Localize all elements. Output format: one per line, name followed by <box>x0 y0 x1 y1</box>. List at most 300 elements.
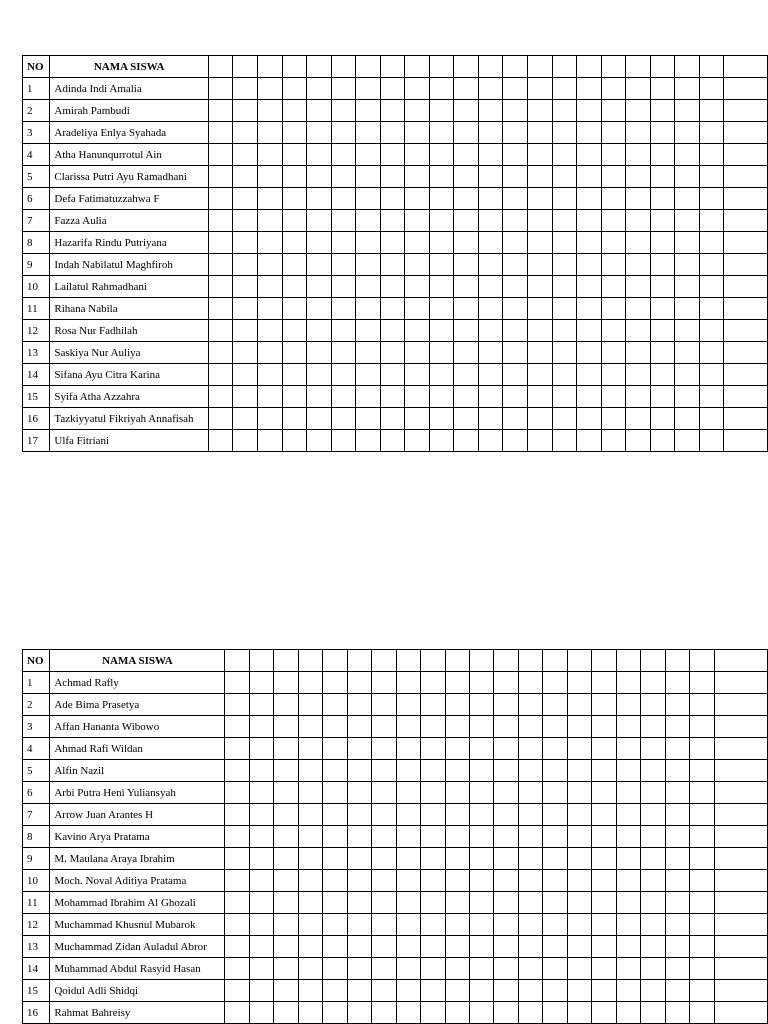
blank-cell <box>699 320 724 342</box>
blank-cell <box>208 342 233 364</box>
blank-cell <box>665 980 689 1002</box>
blank-cell <box>323 980 347 1002</box>
blank-cell <box>331 298 356 320</box>
blank-cell <box>233 408 258 430</box>
blank-cell <box>714 760 768 782</box>
blank-cell <box>421 1002 445 1024</box>
blank-cell <box>503 100 528 122</box>
blank-cell <box>429 122 454 144</box>
blank-cell <box>494 694 518 716</box>
blank-cell <box>527 210 552 232</box>
blank-cell <box>323 1002 347 1024</box>
blank-cell <box>380 122 405 144</box>
blank-cell <box>274 826 298 848</box>
blank-cell <box>233 78 258 100</box>
blank-cell <box>518 760 542 782</box>
blank-cell <box>665 826 689 848</box>
blank-cell <box>233 188 258 210</box>
blank-header-cell <box>282 56 307 78</box>
blank-cell <box>601 100 626 122</box>
blank-cell <box>429 320 454 342</box>
blank-cell <box>616 1002 640 1024</box>
blank-cell <box>233 364 258 386</box>
blank-cell <box>690 716 714 738</box>
blank-cell <box>380 408 405 430</box>
blank-cell <box>675 276 700 298</box>
blank-cell <box>690 782 714 804</box>
blank-cell <box>396 716 420 738</box>
blank-cell <box>331 122 356 144</box>
blank-cell <box>494 980 518 1002</box>
blank-cell <box>650 122 675 144</box>
blank-cell <box>503 232 528 254</box>
blank-cell <box>208 100 233 122</box>
blank-cell <box>233 144 258 166</box>
blank-cell <box>454 210 479 232</box>
blank-cell <box>601 342 626 364</box>
blank-cell <box>567 980 591 1002</box>
table-row <box>23 232 768 254</box>
blank-cell <box>405 386 430 408</box>
blank-header-cell <box>641 650 665 672</box>
blank-cell <box>454 144 479 166</box>
blank-cell <box>372 1002 396 1024</box>
student-name: Tazkiyyatul Fikriyah Annafisah <box>50 408 209 430</box>
blank-cell <box>641 980 665 1002</box>
blank-cell <box>527 320 552 342</box>
blank-cell <box>445 958 469 980</box>
row-number: 10 <box>23 870 50 892</box>
blank-cell <box>323 870 347 892</box>
table-row <box>23 804 768 826</box>
blank-cell <box>274 870 298 892</box>
blank-cell <box>225 870 249 892</box>
blank-cell <box>626 210 651 232</box>
blank-cell <box>641 804 665 826</box>
blank-cell <box>282 364 307 386</box>
blank-cell <box>577 122 602 144</box>
row-number: 2 <box>23 694 50 716</box>
blank-cell <box>469 760 493 782</box>
blank-cell <box>592 826 616 848</box>
blank-cell <box>699 210 724 232</box>
blank-cell <box>323 936 347 958</box>
blank-cell <box>208 78 233 100</box>
blank-cell <box>478 232 503 254</box>
blank-cell <box>347 804 371 826</box>
blank-cell <box>469 892 493 914</box>
blank-cell <box>478 430 503 452</box>
blank-header-cell <box>699 56 724 78</box>
blank-cell <box>543 958 567 980</box>
table-row <box>23 914 768 936</box>
student-name: Muhammad Abdul Rasyid Hasan <box>50 958 225 980</box>
blank-cell <box>577 320 602 342</box>
row-number: 14 <box>23 958 50 980</box>
blank-cell <box>699 166 724 188</box>
blank-cell <box>421 804 445 826</box>
blank-cell <box>307 430 332 452</box>
blank-cell <box>503 276 528 298</box>
blank-cell <box>690 672 714 694</box>
blank-cell <box>396 760 420 782</box>
blank-cell <box>469 804 493 826</box>
blank-cell <box>396 958 420 980</box>
row-number: 10 <box>23 276 50 298</box>
blank-cell <box>249 716 273 738</box>
blank-cell <box>503 166 528 188</box>
blank-cell <box>518 980 542 1002</box>
blank-cell <box>429 78 454 100</box>
row-number: 12 <box>23 320 50 342</box>
table-row <box>23 100 768 122</box>
blank-cell <box>601 232 626 254</box>
blank-cell <box>274 1002 298 1024</box>
blank-cell <box>380 342 405 364</box>
blank-cell <box>592 694 616 716</box>
blank-cell <box>347 782 371 804</box>
student-name: Alfin Nazil <box>50 760 225 782</box>
blank-cell <box>592 1002 616 1024</box>
blank-header-cell <box>298 650 322 672</box>
blank-cell <box>503 342 528 364</box>
blank-cell <box>282 298 307 320</box>
table-row <box>23 782 768 804</box>
blank-cell <box>527 122 552 144</box>
row-number: 8 <box>23 232 50 254</box>
blank-cell <box>356 320 381 342</box>
blank-cell <box>650 430 675 452</box>
blank-cell <box>356 386 381 408</box>
row-number: 8 <box>23 826 50 848</box>
student-name: Arrow Juan Arantes H <box>50 804 225 826</box>
blank-cell <box>405 320 430 342</box>
blank-cell <box>380 78 405 100</box>
blank-cell <box>494 914 518 936</box>
blank-cell <box>699 122 724 144</box>
blank-cell <box>592 958 616 980</box>
blank-header-cell <box>494 650 518 672</box>
blank-cell <box>503 188 528 210</box>
blank-cell <box>714 672 768 694</box>
table-row <box>23 936 768 958</box>
blank-cell <box>478 320 503 342</box>
blank-cell <box>445 980 469 1002</box>
blank-cell <box>257 320 282 342</box>
blank-cell <box>356 430 381 452</box>
blank-cell <box>494 870 518 892</box>
table-row <box>23 716 768 738</box>
blank-cell <box>405 276 430 298</box>
blank-cell <box>282 254 307 276</box>
row-number: 17 <box>23 430 50 452</box>
blank-header-cell <box>616 650 640 672</box>
blank-cell <box>469 782 493 804</box>
blank-cell <box>421 716 445 738</box>
blank-cell <box>274 804 298 826</box>
blank-cell <box>641 672 665 694</box>
blank-cell <box>445 848 469 870</box>
blank-cell <box>690 958 714 980</box>
blank-cell <box>225 716 249 738</box>
blank-cell <box>405 364 430 386</box>
blank-cell <box>298 1002 322 1024</box>
blank-cell <box>543 870 567 892</box>
blank-cell <box>454 430 479 452</box>
blank-header-cell <box>249 650 273 672</box>
blank-cell <box>323 958 347 980</box>
blank-cell <box>518 848 542 870</box>
blank-cell <box>298 892 322 914</box>
blank-cell <box>650 100 675 122</box>
blank-cell <box>518 958 542 980</box>
blank-cell <box>225 980 249 1002</box>
blank-cell <box>347 672 371 694</box>
blank-cell <box>249 870 273 892</box>
blank-cell <box>699 254 724 276</box>
blank-cell <box>527 100 552 122</box>
blank-cell <box>257 122 282 144</box>
blank-cell <box>372 914 396 936</box>
blank-cell <box>714 914 768 936</box>
student-name: Hazarifa Rindu Putriyana <box>50 232 209 254</box>
blank-cell <box>225 958 249 980</box>
blank-cell <box>445 936 469 958</box>
blank-cell <box>567 848 591 870</box>
blank-cell <box>665 870 689 892</box>
blank-cell <box>331 320 356 342</box>
blank-cell <box>356 254 381 276</box>
blank-cell <box>380 188 405 210</box>
row-number: 15 <box>23 980 50 1002</box>
blank-cell <box>690 738 714 760</box>
blank-cell <box>699 276 724 298</box>
blank-cell <box>552 232 577 254</box>
blank-cell <box>380 298 405 320</box>
blank-cell <box>445 1002 469 1024</box>
blank-cell <box>543 716 567 738</box>
blank-cell <box>518 826 542 848</box>
blank-cell <box>690 936 714 958</box>
blank-cell <box>323 826 347 848</box>
blank-cell <box>274 980 298 1002</box>
blank-cell <box>249 1002 273 1024</box>
blank-cell <box>454 364 479 386</box>
blank-cell <box>454 342 479 364</box>
blank-cell <box>650 298 675 320</box>
table-row <box>23 760 768 782</box>
blank-cell <box>372 980 396 1002</box>
blank-cell <box>380 430 405 452</box>
blank-cell <box>208 210 233 232</box>
blank-cell <box>405 232 430 254</box>
blank-cell <box>527 276 552 298</box>
blank-cell <box>699 386 724 408</box>
blank-cell <box>714 1002 768 1024</box>
blank-header-cell <box>225 650 249 672</box>
blank-header-cell <box>577 56 602 78</box>
blank-cell <box>567 936 591 958</box>
blank-cell <box>396 1002 420 1024</box>
blank-cell <box>257 386 282 408</box>
blank-cell <box>699 232 724 254</box>
blank-cell <box>665 936 689 958</box>
blank-header-cell <box>323 650 347 672</box>
row-number: 1 <box>23 672 50 694</box>
blank-cell <box>478 210 503 232</box>
blank-cell <box>323 782 347 804</box>
blank-cell <box>567 892 591 914</box>
blank-cell <box>552 386 577 408</box>
blank-cell <box>478 144 503 166</box>
blank-cell <box>665 760 689 782</box>
row-number: 7 <box>23 210 50 232</box>
blank-cell <box>225 826 249 848</box>
blank-cell <box>282 342 307 364</box>
blank-cell <box>503 210 528 232</box>
blank-cell <box>405 122 430 144</box>
blank-cell <box>552 364 577 386</box>
blank-cell <box>429 166 454 188</box>
blank-cell <box>429 298 454 320</box>
blank-cell <box>282 430 307 452</box>
blank-cell <box>592 914 616 936</box>
blank-cell <box>518 694 542 716</box>
blank-cell <box>331 166 356 188</box>
blank-cell <box>274 760 298 782</box>
blank-cell <box>347 760 371 782</box>
blank-cell <box>331 78 356 100</box>
blank-header-cell <box>626 56 651 78</box>
blank-cell <box>282 320 307 342</box>
blank-cell <box>699 188 724 210</box>
blank-cell <box>396 672 420 694</box>
blank-cell <box>323 804 347 826</box>
blank-cell <box>601 188 626 210</box>
header-row <box>23 650 768 672</box>
student-name: Muchammad Zidan Auladul Abror <box>50 936 225 958</box>
blank-cell <box>601 210 626 232</box>
blank-cell <box>356 364 381 386</box>
blank-cell <box>405 78 430 100</box>
blank-cell <box>592 848 616 870</box>
blank-cell <box>527 254 552 276</box>
blank-cell <box>675 408 700 430</box>
blank-cell <box>641 1002 665 1024</box>
student-name: M. Maulana Araya Ibrahim <box>50 848 225 870</box>
blank-cell <box>380 386 405 408</box>
blank-cell <box>307 364 332 386</box>
blank-cell <box>601 430 626 452</box>
blank-cell <box>298 672 322 694</box>
blank-header-cell <box>380 56 405 78</box>
blank-cell <box>469 694 493 716</box>
blank-cell <box>307 210 332 232</box>
blank-cell <box>675 320 700 342</box>
table-row <box>23 430 768 452</box>
blank-cell <box>552 276 577 298</box>
blank-cell <box>396 870 420 892</box>
blank-cell <box>641 760 665 782</box>
blank-cell <box>494 804 518 826</box>
blank-cell <box>274 672 298 694</box>
blank-cell <box>323 848 347 870</box>
row-number: 13 <box>23 936 50 958</box>
blank-cell <box>347 870 371 892</box>
blank-cell <box>714 980 768 1002</box>
blank-cell <box>518 738 542 760</box>
row-number: 5 <box>23 166 50 188</box>
blank-cell <box>208 320 233 342</box>
blank-cell <box>626 342 651 364</box>
blank-cell <box>616 848 640 870</box>
blank-cell <box>567 716 591 738</box>
table-row <box>23 78 768 100</box>
blank-cell <box>690 848 714 870</box>
table-row <box>23 870 768 892</box>
blank-cell <box>543 826 567 848</box>
blank-cell <box>307 254 332 276</box>
blank-cell <box>478 342 503 364</box>
blank-cell <box>650 386 675 408</box>
blank-cell <box>567 958 591 980</box>
blank-cell <box>690 980 714 1002</box>
blank-cell <box>552 342 577 364</box>
blank-cell <box>356 144 381 166</box>
blank-cell <box>641 870 665 892</box>
blank-cell <box>527 408 552 430</box>
blank-cell <box>567 694 591 716</box>
blank-cell <box>298 804 322 826</box>
blank-cell <box>298 760 322 782</box>
blank-cell <box>396 936 420 958</box>
blank-cell <box>616 826 640 848</box>
blank-cell <box>372 694 396 716</box>
blank-cell <box>356 78 381 100</box>
blank-header-cell <box>527 56 552 78</box>
blank-cell <box>616 892 640 914</box>
blank-cell <box>208 254 233 276</box>
blank-cell <box>421 760 445 782</box>
blank-cell <box>454 166 479 188</box>
blank-cell <box>724 342 768 364</box>
blank-cell <box>454 100 479 122</box>
student-name: Moch. Noval Aditiya Pratama <box>50 870 225 892</box>
blank-cell <box>380 276 405 298</box>
blank-cell <box>665 804 689 826</box>
blank-cell <box>577 364 602 386</box>
student-name: Rihana Nabila <box>50 298 209 320</box>
blank-cell <box>445 826 469 848</box>
blank-cell <box>567 826 591 848</box>
table-row <box>23 320 768 342</box>
table-row <box>23 958 768 980</box>
blank-cell <box>724 232 768 254</box>
blank-cell <box>208 364 233 386</box>
blank-cell <box>724 188 768 210</box>
blank-cell <box>429 210 454 232</box>
blank-cell <box>626 144 651 166</box>
blank-cell <box>724 254 768 276</box>
blank-cell <box>503 144 528 166</box>
blank-cell <box>527 430 552 452</box>
row-number: 6 <box>23 188 50 210</box>
blank-cell <box>380 320 405 342</box>
blank-cell <box>675 298 700 320</box>
row-number: 16 <box>23 1002 50 1024</box>
table-row <box>23 166 768 188</box>
blank-cell <box>724 166 768 188</box>
